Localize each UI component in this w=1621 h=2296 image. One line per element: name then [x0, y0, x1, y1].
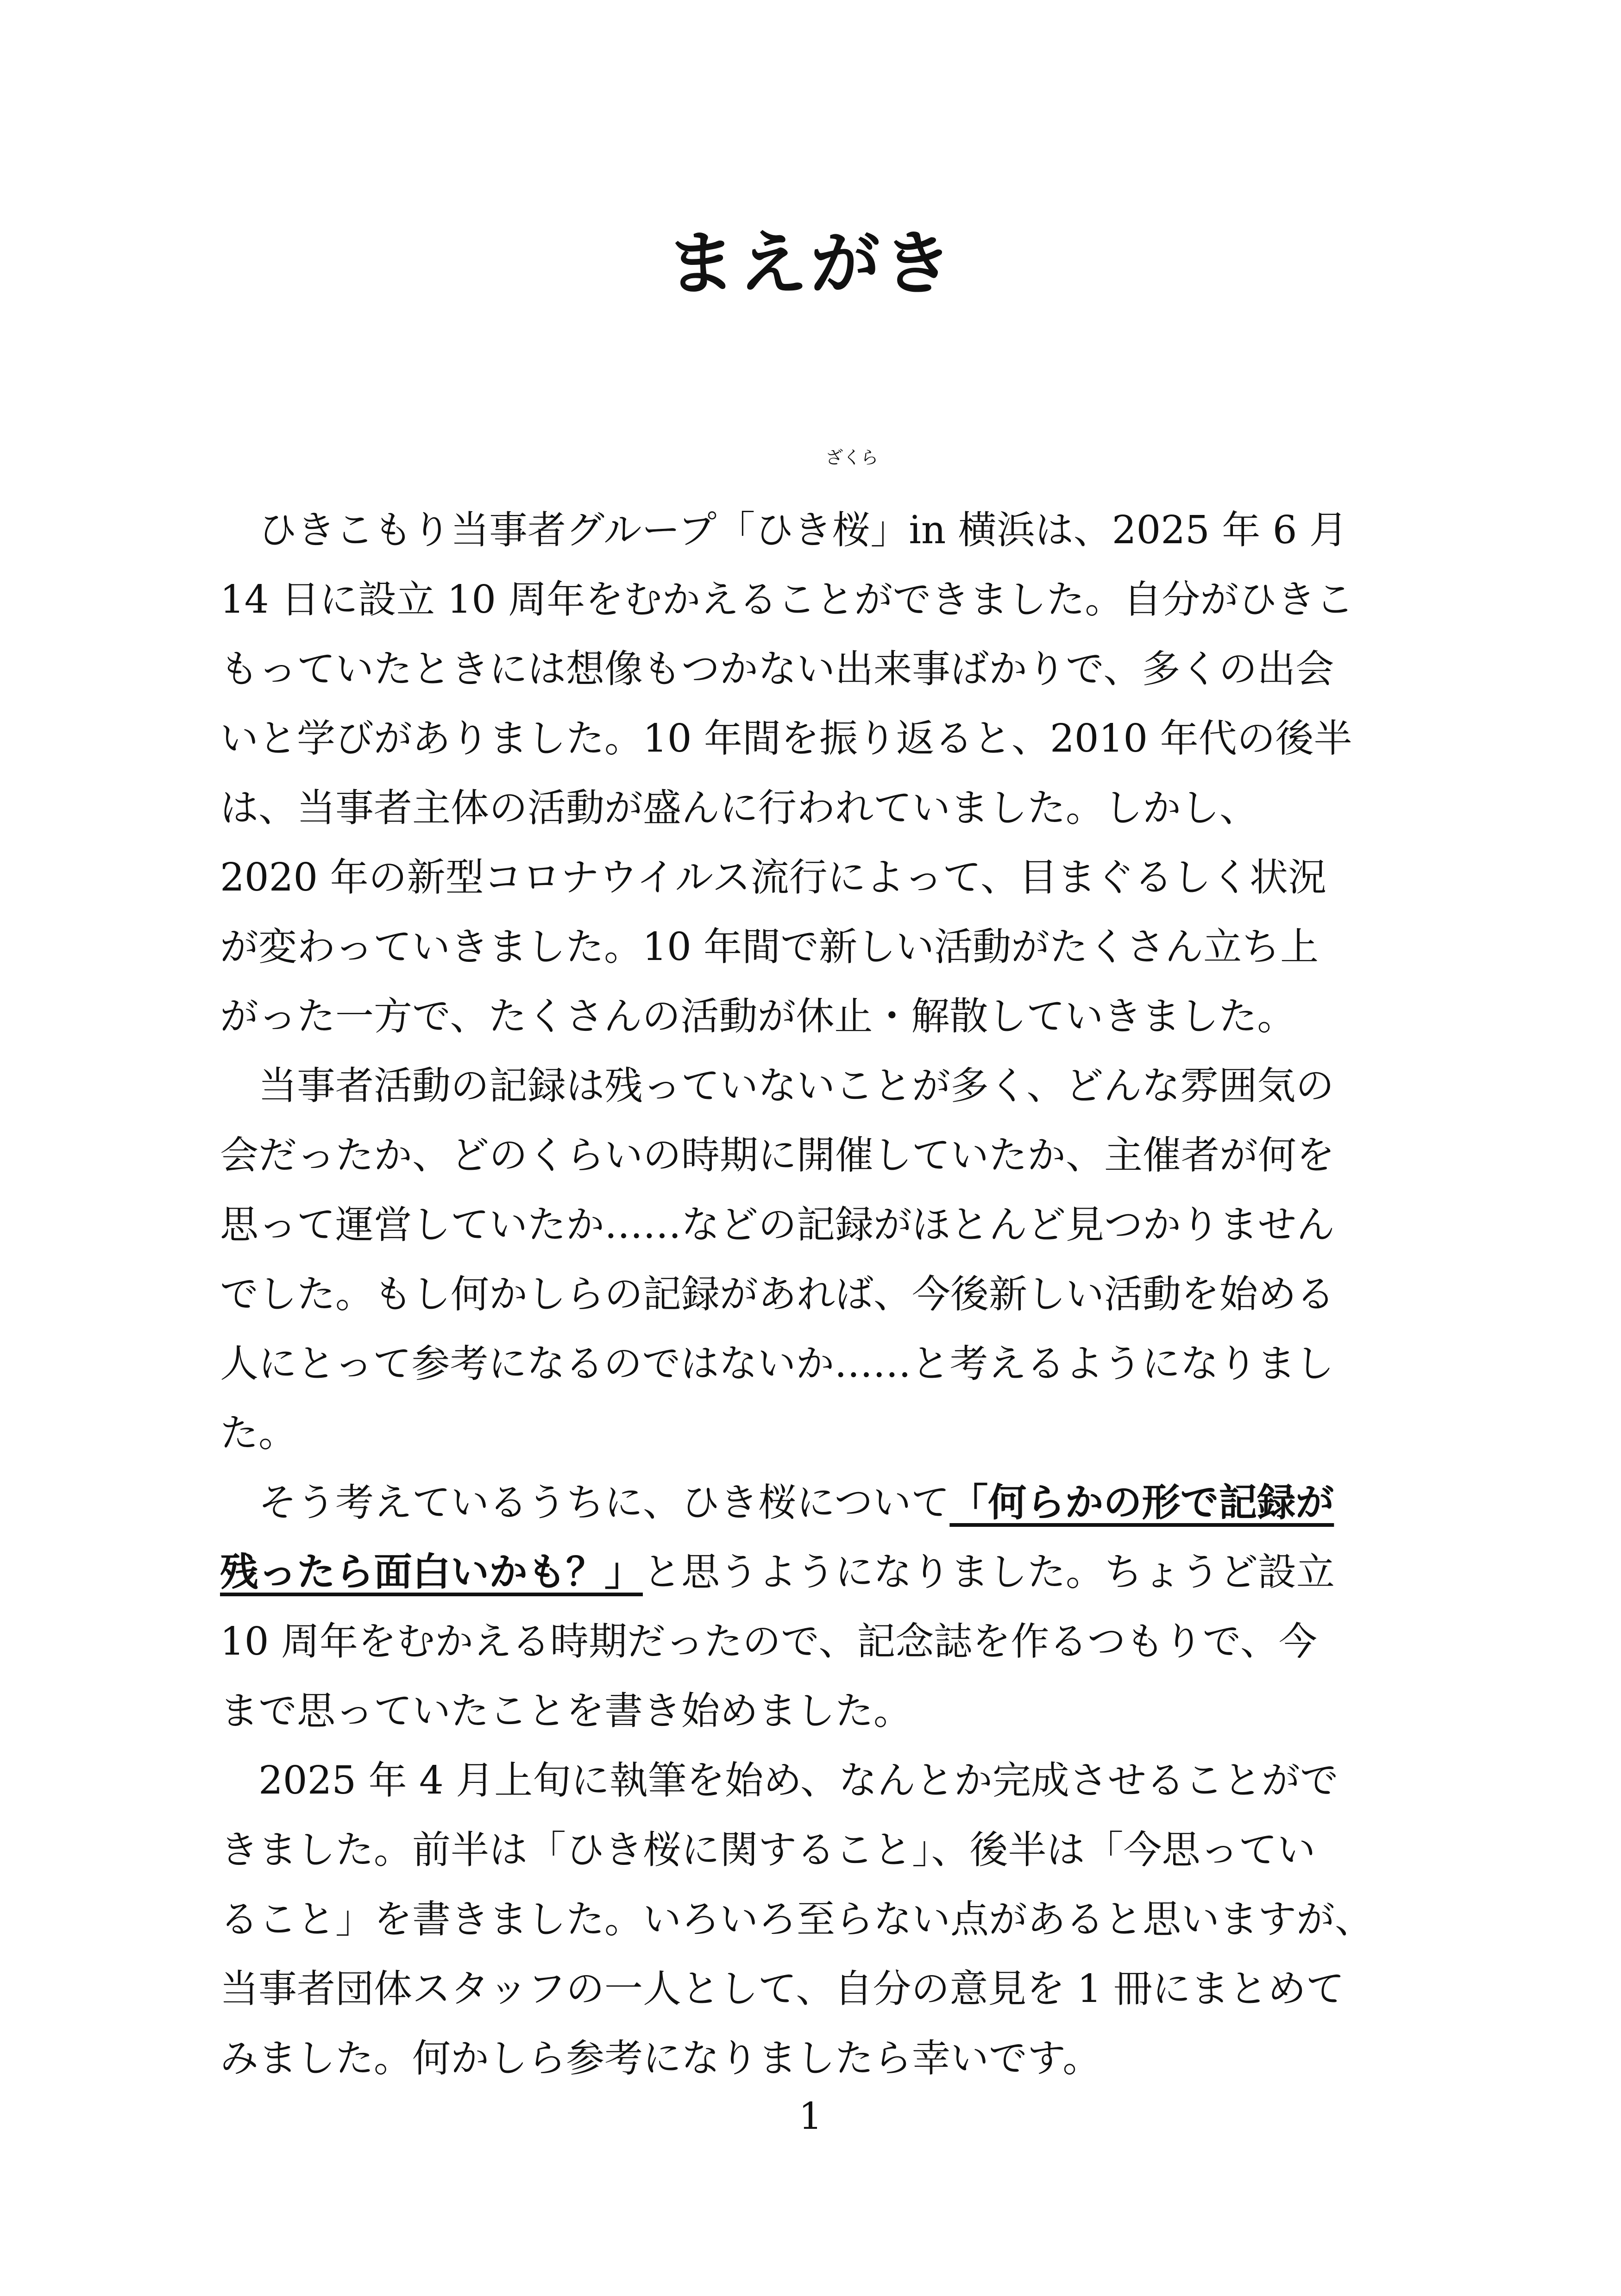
text-line: ること」を書きました。いろいろ至らない点があると思いますが、 — [220, 1897, 1373, 1942]
ruby-reading: ざくら — [825, 447, 879, 468]
page-title: まえがき — [666, 224, 955, 304]
paragraph — [220, 1746, 1406, 2093]
text-line: きました。前半は「ひき桜に関すること」、後半は「今思ってい — [220, 1827, 1316, 1872]
text-line — [220, 447, 1406, 565]
text-line: でした。もし何かしらの記録があれば、今後新しい活動を始める — [220, 1272, 1335, 1317]
page-number: 1 — [798, 2095, 823, 2138]
text-line: がった一方で、たくさんの活動が休止・解散していきました。 — [220, 994, 1296, 1039]
text-line: 当事者活動の記録は残っていないことが多く、どんな雰囲気の — [220, 1063, 1334, 1108]
text-line: 人にとって参考になるのではないか……と考えるようになりまし — [220, 1341, 1334, 1386]
paragraph — [220, 447, 1406, 1051]
text-line: もっていたときには想像もつかない出来事ばかりで、多くの出会 — [220, 646, 1334, 691]
line-text: 」in 横浜は、2025 年 6 月 — [870, 508, 1348, 552]
text-line: 思って運営していたか……などの記録がほとんど見つかりません — [220, 1202, 1335, 1247]
text-line: みました。何かしら参考になりましたら幸いです。 — [220, 2036, 1101, 2081]
text-line: 10 周年をむかえる時期だったので、記念誌を作るつもりで、今 — [220, 1619, 1317, 1664]
text-line: まで思っていたことを書き始めました。 — [220, 1688, 912, 1733]
text-line: 2020 年の新型コロナウイルス流行によって、目まぐるしく状況 — [220, 855, 1326, 900]
line-text: と思うようになりました。ちょうど設立 — [643, 1549, 1335, 1594]
ruby-annotated-word — [825, 447, 879, 565]
emphasized-text: 「何らかの形で記録が — [949, 1480, 1334, 1525]
emphasized-text: 残ったら面白いかも？」 — [220, 1549, 643, 1594]
paragraph — [220, 1468, 1406, 1746]
paragraph — [220, 1051, 1406, 1468]
text-line: 14 日に設立 10 周年をむかえることができました。自分がひきこ — [220, 577, 1354, 622]
text-line: は、当事者主体の活動が盛んに行われていました。しかし、 — [220, 785, 1258, 830]
line-text: ひきこもり当事者グループ「ひき — [220, 508, 832, 552]
text-line: 当事者団体スタッフの一人として、自分の意見を 1 冊にまとめて — [220, 1966, 1345, 2011]
text-line — [220, 1537, 1406, 1607]
line-text: そう考えているうちに、ひき桜について — [220, 1480, 950, 1525]
ruby-base-text: 桜 — [832, 508, 871, 552]
text-line: 会だったか、どのくらいの時期に開催していたか、主催者が何を — [220, 1133, 1335, 1178]
text-line: 2025 年 4 月上旬に執筆を始め、なんとか完成させることがで — [220, 1758, 1338, 1803]
text-line: た。 — [220, 1411, 297, 1455]
text-line: いと学びがありました。10 年間を振り返ると、2010 年代の後半 — [220, 716, 1352, 761]
text-line: が変わっていきました。10 年間で新しい活動がたくさん立ち上 — [220, 924, 1319, 969]
body-text — [220, 447, 1406, 2093]
text-line — [220, 1468, 1406, 1537]
